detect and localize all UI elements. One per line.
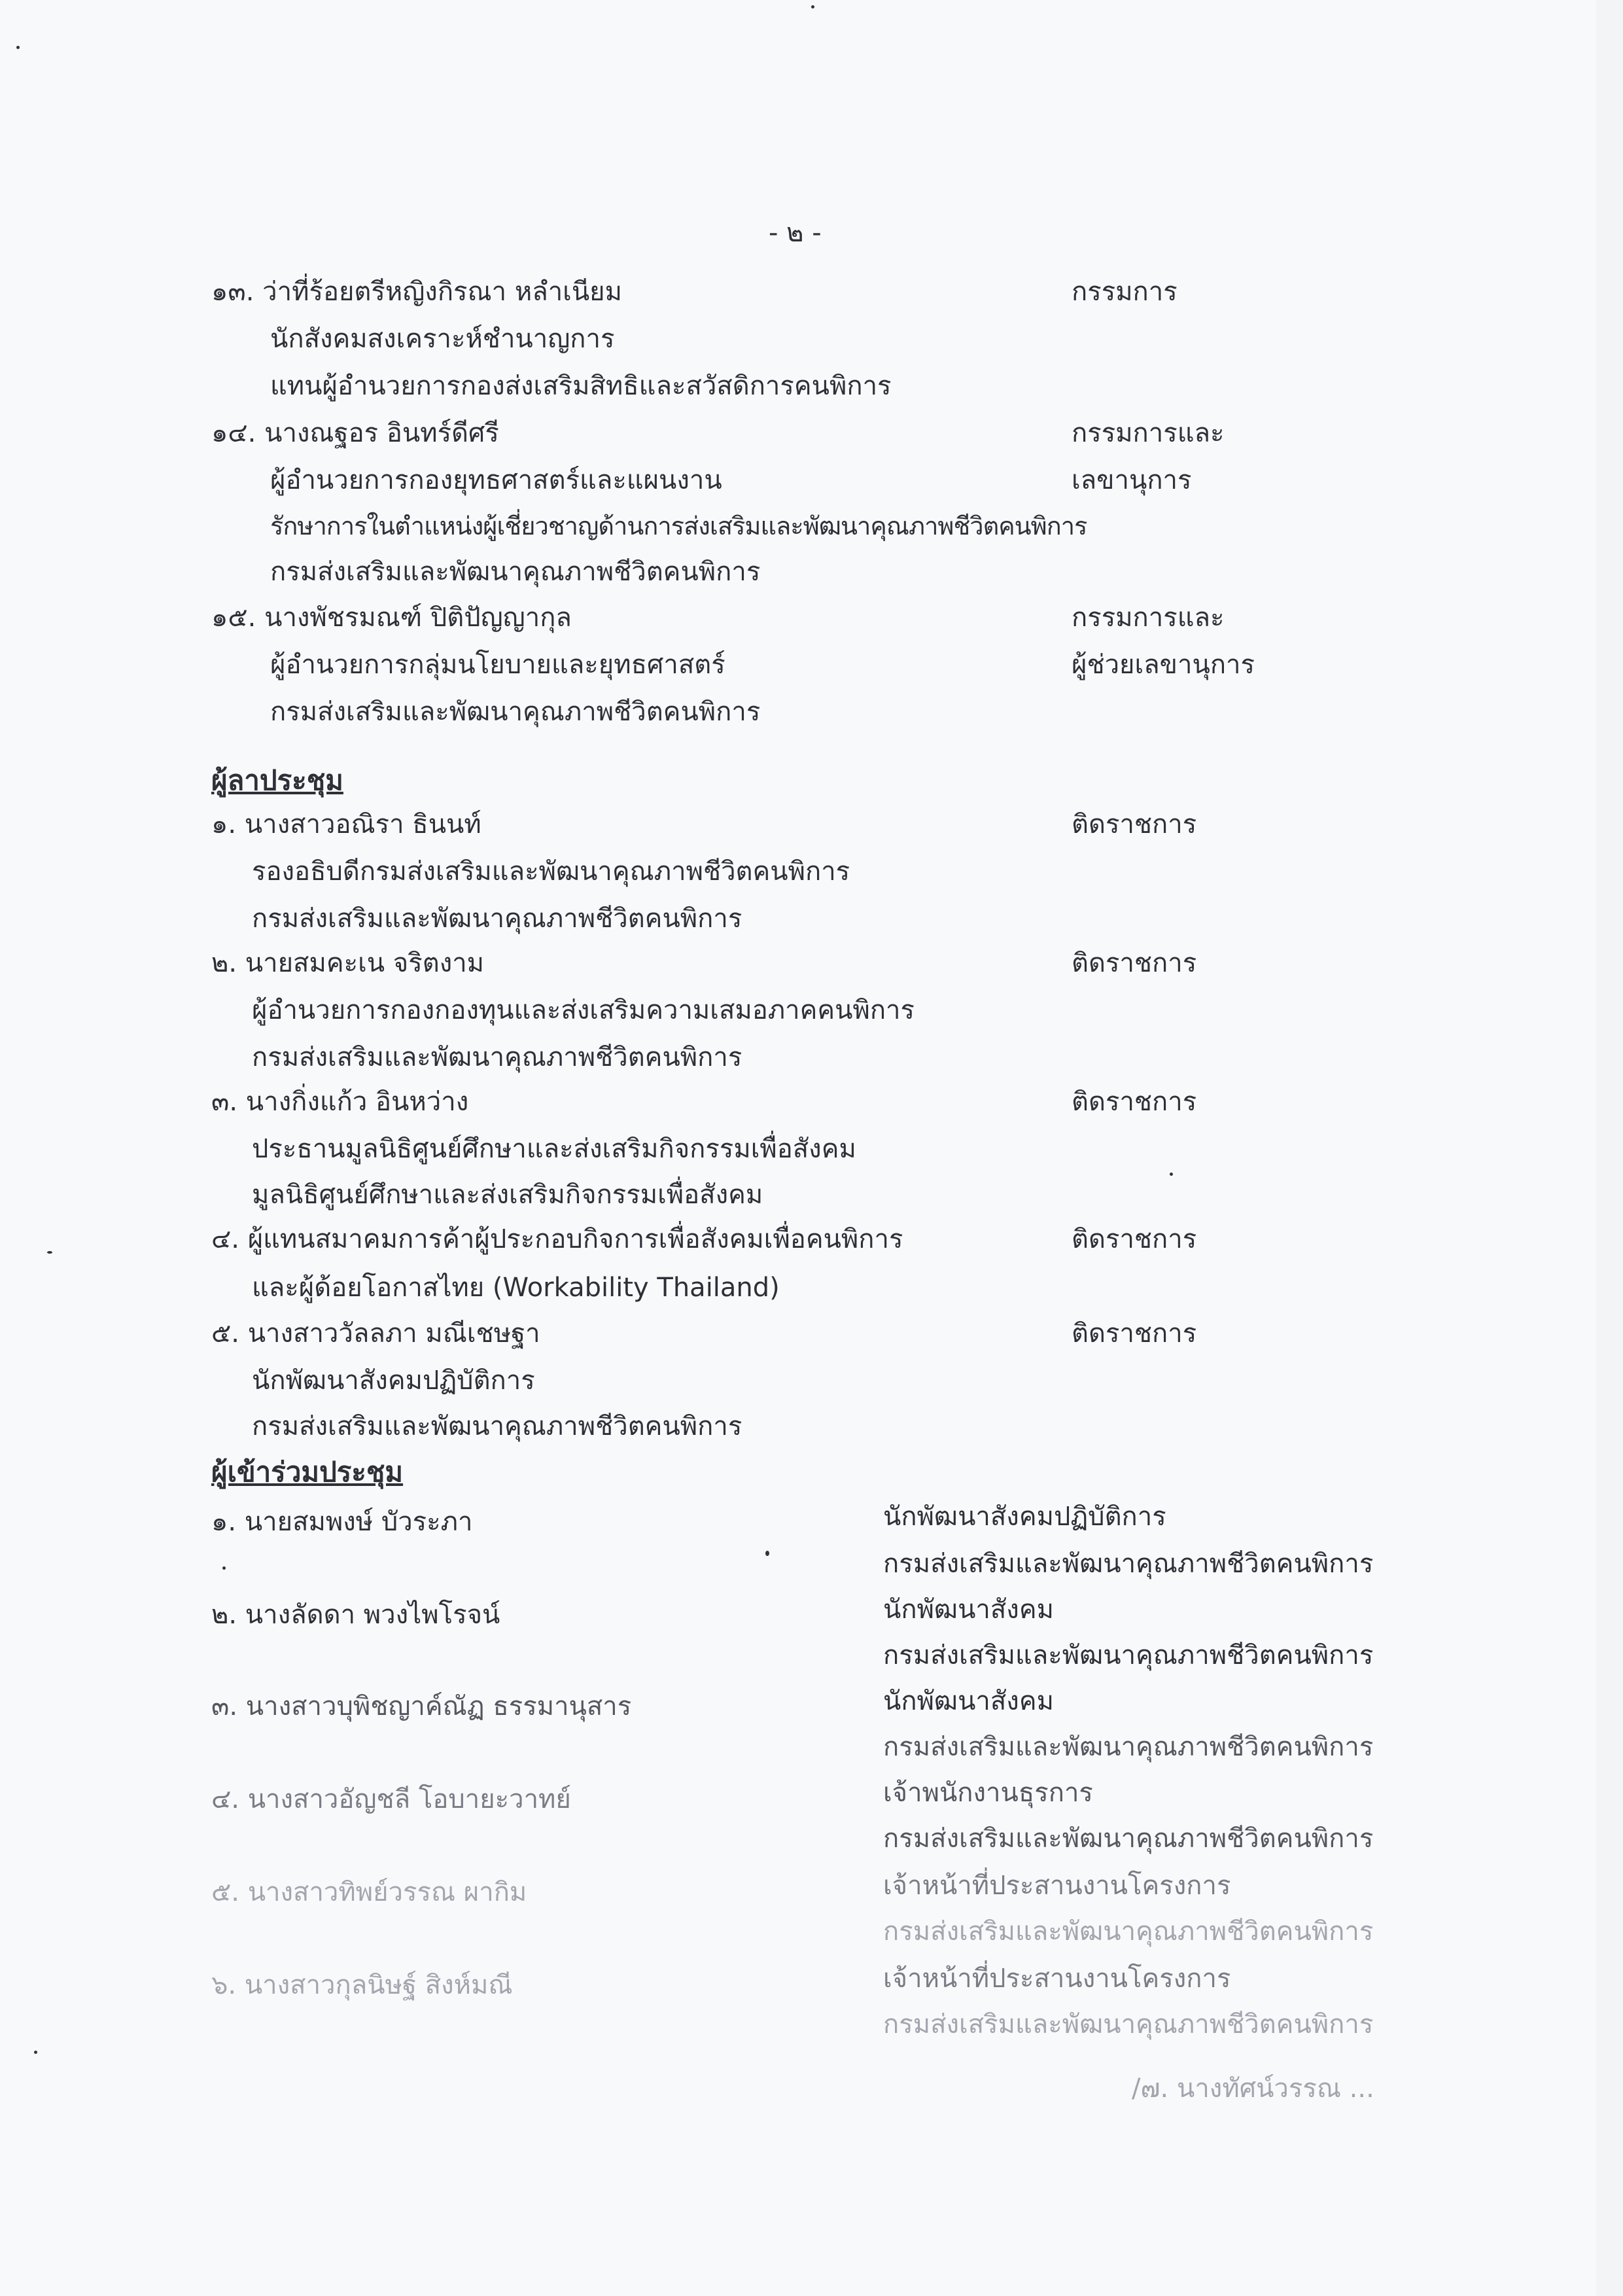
attendee-org: กรมส่งเสริมและพัฒนาคุณภาพชีวิตคนพิการ bbox=[883, 1549, 1374, 1579]
attendee-org: กรมส่งเสริมและพัฒนาคุณภาพชีวิตคนพิการ bbox=[883, 2009, 1374, 2040]
absent-name: ๕. นางสาววัลลภา มณีเชษฐา bbox=[211, 1318, 540, 1349]
absent-detail: ประธานมูลนิธิศูนย์ศึกษาและส่งเสริมกิจกรรมเพื่อสังคม bbox=[252, 1134, 856, 1164]
absent-detail: กรมส่งเสริมและพัฒนาคุณภาพชีวิตคนพิการ bbox=[252, 1042, 742, 1072]
attendee-name: ๑. นายสมพงษ์ บัวระภา bbox=[211, 1507, 473, 1537]
absent-detail: รองอธิบดีกรมส่งเสริมและพัฒนาคุณภาพชีวิตคนพิการ bbox=[252, 857, 850, 887]
member-detail: แทนผู้อำนวยการกองส่งเสริมสิทธิและสวัสดิการคนพิการ bbox=[270, 371, 892, 401]
attendee-position: นักพัฒนาสังคมปฏิบัติการ bbox=[883, 1502, 1166, 1532]
attendee-name: ๔. นางสาวอัญชลี โอบายะวาทย์ bbox=[211, 1784, 571, 1814]
absent-reason: ติดราชการ bbox=[1072, 809, 1197, 839]
scan-speck bbox=[16, 46, 20, 49]
attendee-position: นักพัฒนาสังคม bbox=[883, 1595, 1054, 1625]
attendees-heading: ผู้เข้าร่วมประชุม bbox=[211, 1456, 404, 1488]
absent-reason: ติดราชการ bbox=[1072, 1224, 1197, 1254]
scan-speck bbox=[811, 5, 814, 9]
continuation-note: /๗. นางทัศน์วรรณ ... bbox=[1132, 2074, 1374, 2104]
attendee-org: กรมส่งเสริมและพัฒนาคุณภาพชีวิตคนพิการ bbox=[883, 1732, 1374, 1762]
member-role: กรรมการและ bbox=[1072, 603, 1225, 633]
member-name: ๑๕. นางพัชรมณฑ์ ปิติปัญญากุล bbox=[211, 603, 572, 633]
attendee-name: ๓. นางสาวบุพิชญาค์ณัฏ ธรรมานุสาร bbox=[211, 1691, 632, 1722]
absent-name: ๓. นางกิ่งแก้ว อินหว่าง bbox=[211, 1087, 469, 1117]
attendee-position: เจ้าหน้าที่ประสานงานโครงการ bbox=[883, 1964, 1231, 1994]
member-role: ผู้ช่วยเลขานุการ bbox=[1072, 650, 1255, 680]
absent-detail: กรมส่งเสริมและพัฒนาคุณภาพชีวิตคนพิการ bbox=[252, 904, 742, 934]
member-role: กรรมการและ bbox=[1072, 418, 1225, 448]
absent-detail: ผู้อำนวยการกองกองทุนและส่งเสริมความเสมอภาคคนพิการ bbox=[252, 995, 915, 1025]
absent-reason: ติดราชการ bbox=[1072, 948, 1197, 978]
attendee-position: นักพัฒนาสังคม bbox=[883, 1686, 1054, 1716]
member-detail: นักสังคมสงเคราะห์ชำนาญการ bbox=[270, 324, 615, 354]
attendee-name: ๖. นางสาวกุลนิษฐ์ สิงห์มณี bbox=[211, 1970, 513, 2000]
member-detail: ผู้อำนวยการกลุ่มนโยบายและยุทธศาสตร์ bbox=[270, 650, 725, 680]
absent-detail: กรมส่งเสริมและพัฒนาคุณภาพชีวิตคนพิการ bbox=[252, 1411, 742, 1441]
member-role: เลขานุการ bbox=[1072, 465, 1192, 495]
attendee-name: ๕. นางสาวทิพย์วรรณ ผากิม bbox=[211, 1877, 527, 1907]
scan-speck bbox=[34, 2051, 37, 2054]
absent-name: ๔. ผู้แทนสมาคมการค้าผู้ประกอบกิจการเพื่อสังคมเพื่อคนพิการ bbox=[211, 1224, 903, 1254]
absent-heading: ผู้ลาประชุม bbox=[211, 764, 343, 796]
member-detail: กรมส่งเสริมและพัฒนาคุณภาพชีวิตคนพิการ bbox=[270, 557, 761, 587]
member-detail: กรมส่งเสริมและพัฒนาคุณภาพชีวิตคนพิการ bbox=[270, 697, 761, 727]
page-number: - ๒ - bbox=[769, 218, 822, 248]
attendee-name: ๒. นางลัดดา พวงไพโรจน์ bbox=[211, 1600, 500, 1630]
absent-name: ๒. นายสมคะเน จริตงาม bbox=[211, 948, 485, 978]
absent-detail: มูลนิธิศูนย์ศึกษาและส่งเสริมกิจกรรมเพื่อสังคม bbox=[252, 1180, 763, 1210]
member-detail: ผู้อำนวยการกองยุทธศาสตร์และแผนงาน bbox=[270, 465, 722, 495]
attendee-position: เจ้าพนักงานธุรการ bbox=[883, 1778, 1093, 1808]
absent-name: ๑. นางสาวอณิรา ธินนท์ bbox=[211, 809, 481, 839]
scan-speck bbox=[765, 1551, 769, 1556]
absent-reason: ติดราชการ bbox=[1072, 1318, 1197, 1349]
attendee-position: เจ้าหน้าที่ประสานงานโครงการ bbox=[883, 1871, 1231, 1901]
member-name: ๑๓. ว่าที่ร้อยตรีหญิงกิรณา หลำเนียม bbox=[211, 277, 622, 307]
absent-detail: นักพัฒนาสังคมปฏิบัติการ bbox=[252, 1366, 535, 1396]
member-role: กรรมการ bbox=[1072, 277, 1178, 307]
member-detail: รักษาการในตำแหน่งผู้เชี่ยวชาญด้านการส่งเสริมและพัฒนาคุณภาพชีวิตคนพิการ bbox=[270, 512, 1087, 540]
scan-speck bbox=[222, 1566, 226, 1570]
scan-speck bbox=[47, 1251, 52, 1254]
attendee-org: กรมส่งเสริมและพัฒนาคุณภาพชีวิตคนพิการ bbox=[883, 1916, 1374, 1947]
member-name: ๑๔. นางณฐอร อินทร์ดีศรี bbox=[211, 418, 499, 448]
absent-reason: ติดราชการ bbox=[1072, 1087, 1197, 1117]
absent-detail: และผู้ด้อยโอกาสไทย (Workability Thailand) bbox=[252, 1273, 780, 1303]
attendee-org: กรมส่งเสริมและพัฒนาคุณภาพชีวิตคนพิการ bbox=[883, 1824, 1374, 1854]
attendee-org: กรมส่งเสริมและพัฒนาคุณภาพชีวิตคนพิการ bbox=[883, 1640, 1374, 1670]
scan-speck bbox=[1170, 1173, 1173, 1176]
